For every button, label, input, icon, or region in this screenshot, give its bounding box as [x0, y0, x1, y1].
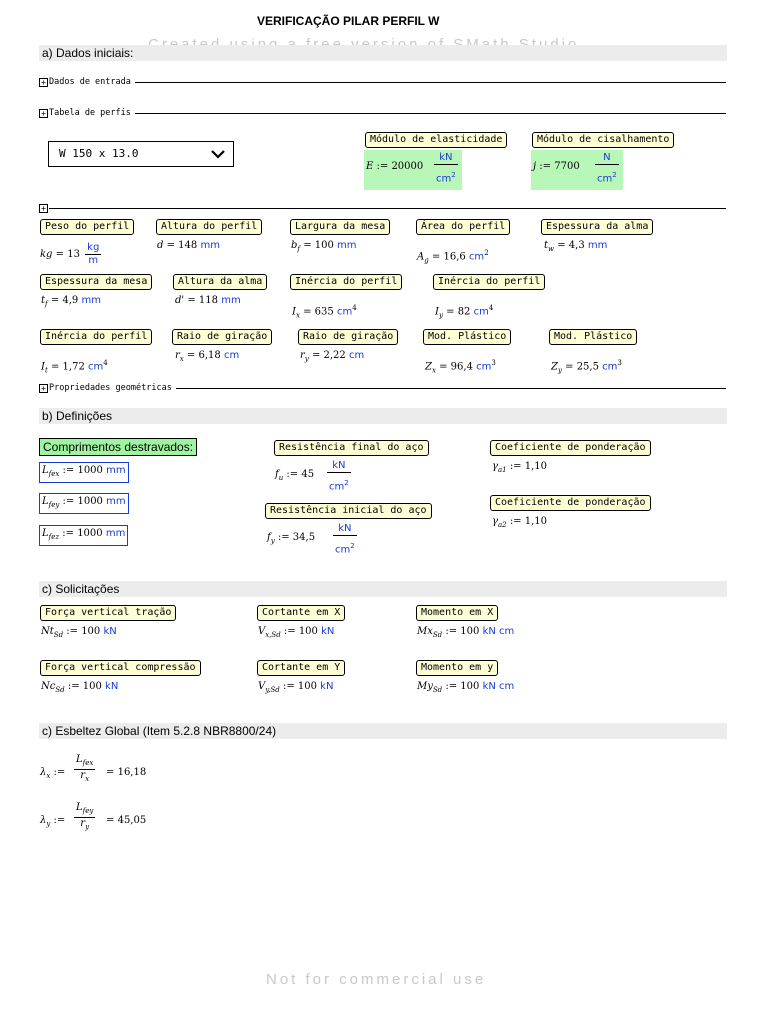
expand-toggle-icon[interactable]: + — [39, 384, 48, 393]
area-propriedades-expanded[interactable] — [39, 202, 726, 214]
area-label: Propriedades geométricas — [49, 382, 176, 394]
profile-select-value: W 150 x 13.0 — [59, 147, 139, 160]
section-definicoes: b) Definições — [39, 408, 727, 424]
eq-fy[interactable]: $f_y$ := 34,5 $\frac{kN}{cm^2}$ — [267, 523, 355, 556]
eq-altura-alma[interactable]: d' = 118 mm — [175, 295, 241, 306]
section-dados-iniciais: a) Dados iniciais: — [39, 45, 727, 61]
note-comprimentos-destravados: Comprimentos destravados: — [39, 438, 197, 456]
note-raio-giracao-y: Raio de giração — [298, 329, 398, 345]
note-espessura-mesa: Espessura da mesa — [40, 274, 152, 290]
note-cortante-y: Cortante em Y — [257, 660, 345, 676]
area-divider — [49, 82, 726, 83]
eq-lambda-x[interactable]: $\lambda_x$ := $L_{fex}$ $r_x$ = 16,18 — [40, 754, 147, 783]
note-inercia-x: Inércia do perfil — [290, 274, 402, 290]
eq-modulo-cisalhamento[interactable]: j := 7700 $\frac{N}{cm^2}$ — [531, 150, 623, 190]
eq-inercia-x[interactable]: $I_x = 635$ $cm^4$ — [292, 304, 357, 320]
note-inercia-y: Inércia do perfil — [433, 274, 545, 290]
note-resistencia-inicial: Resistência inicial do aço — [265, 503, 432, 519]
note-modulo-cisalhamento: Módulo de cisalhamento — [532, 132, 674, 148]
note-momento-y: Momento em y — [416, 660, 498, 676]
eq-modulo-plastico-x[interactable]: $Z_x = 96,4$ $cm^3$ — [425, 359, 496, 375]
expand-toggle-icon[interactable]: + — [39, 204, 48, 213]
eq-modulo-elasticidade[interactable]: E := 20000 $\frac{kN}{cm^2}$ — [364, 150, 462, 190]
watermark-bottom: Not for commercial use — [266, 971, 487, 988]
note-altura-alma: Altura da alma — [173, 274, 267, 290]
section-solicitacoes: c) Solicitações — [39, 581, 727, 597]
area-label: Tabela de perfis — [49, 107, 135, 119]
eq-lfez[interactable]: $L_{fez}$ := 1000 mm — [39, 525, 128, 546]
eq-mx-sd[interactable]: $Mx_{Sd}$ := 100 kN cm — [417, 626, 515, 639]
note-modulo-elasticidade: Módulo de elasticidade — [365, 132, 507, 148]
area-label: Dados de entrada — [49, 76, 135, 88]
eq-nc-sd[interactable]: $Nc_{Sd}$ := 100 kN — [41, 681, 119, 694]
note-cortante-x: Cortante em X — [257, 605, 345, 621]
eq-raio-giracao-x[interactable]: $r_x = 6,18$ cm — [175, 350, 240, 363]
expand-toggle-icon[interactable]: + — [39, 109, 48, 118]
eq-altura-perfil[interactable]: d = 148 mm — [157, 240, 220, 251]
note-altura-perfil: Altura do perfil — [156, 219, 262, 235]
eq-peso-perfil[interactable]: kg = 13 $\frac{kg}{m}$ — [40, 242, 100, 266]
eq-my-sd[interactable]: $My_{Sd}$ := 100 kN cm — [417, 681, 515, 694]
eq-raio-giracao-y[interactable]: $r_y = 2,22$ cm — [300, 350, 365, 363]
area-divider — [49, 113, 726, 114]
note-area-perfil: Área do perfil — [416, 219, 510, 235]
eq-espessura-alma[interactable]: $t_w = 4,3$ mm — [544, 240, 608, 253]
note-espessura-alma: Espessura da alma — [541, 219, 653, 235]
document-title: VERIFICAÇÃO PILAR PERFIL W — [257, 14, 440, 28]
area-propriedades-geometricas[interactable] — [39, 382, 726, 394]
note-forca-tracao: Força vertical tração — [40, 605, 176, 621]
eq-area-perfil[interactable]: $A_g = 16,6$ $cm^2$ — [417, 249, 489, 265]
note-peso-perfil: Peso do perfil — [40, 219, 134, 235]
eq-gamma-a2[interactable]: $\gamma_{a2}$ := 1,10 — [492, 516, 548, 529]
note-forca-compressao: Força vertical compressão — [40, 660, 201, 676]
eq-vx-sd[interactable]: $V_{x,Sd}$ := 100 kN — [258, 626, 335, 639]
eq-modulo-plastico-y[interactable]: $Z_y = 25,5$ $cm^3$ — [551, 359, 622, 375]
eq-largura-mesa[interactable]: $b_f = 100$ mm — [291, 240, 357, 253]
eq-lambda-y[interactable]: $\lambda_y$ := $L_{fey}$ $r_y$ = 45,05 — [40, 802, 147, 831]
note-modulo-plastico-x: Mod. Plástico — [423, 329, 511, 345]
chevron-down-icon — [211, 149, 225, 159]
eq-gamma-a1[interactable]: $\gamma_{a1}$ := 1,10 — [492, 461, 548, 474]
eq-lfex[interactable]: $L_{fex}$ := 1000 mm — [39, 462, 129, 483]
eq-nt-sd[interactable]: $Nt_{Sd}$ := 100 kN — [41, 626, 117, 639]
expand-toggle-icon[interactable]: + — [39, 78, 48, 87]
section-esbeltez-global: c) Esbeltez Global (Item 5.2.8 NBR8800/24) — [39, 723, 727, 739]
note-inercia-torcao: Inércia do perfil — [40, 329, 152, 345]
area-dados-entrada[interactable] — [39, 76, 726, 88]
note-resistencia-final: Resistência final do aço — [274, 440, 429, 456]
note-modulo-plastico-y: Mod. Plástico — [549, 329, 637, 345]
note-raio-giracao-x: Raio de giração — [172, 329, 272, 345]
note-momento-x: Momento em X — [416, 605, 498, 621]
eq-lfey[interactable]: $L_{fey}$ := 1000 mm — [39, 493, 129, 514]
note-largura-mesa: Largura da mesa — [290, 219, 390, 235]
area-tabela-perfis[interactable] — [39, 107, 726, 119]
eq-inercia-y[interactable]: $I_y = 82$ $cm^4$ — [435, 304, 494, 320]
note-coef-ponderacao-2: Coeficiente de ponderação — [490, 495, 651, 511]
eq-fu[interactable]: $f_u$ := 45 $\frac{kN}{cm^2}$ — [275, 460, 349, 493]
eq-inercia-torcao[interactable]: $I_t = 1,72$ $cm^4$ — [41, 359, 108, 375]
profile-select[interactable] — [48, 141, 234, 167]
area-divider — [49, 208, 726, 209]
note-coef-ponderacao-1: Coeficiente de ponderação — [490, 440, 651, 456]
eq-espessura-mesa[interactable]: $t_f = 4,9$ mm — [41, 295, 101, 308]
eq-vy-sd[interactable]: $V_{y,Sd}$ := 100 kN — [258, 681, 334, 694]
